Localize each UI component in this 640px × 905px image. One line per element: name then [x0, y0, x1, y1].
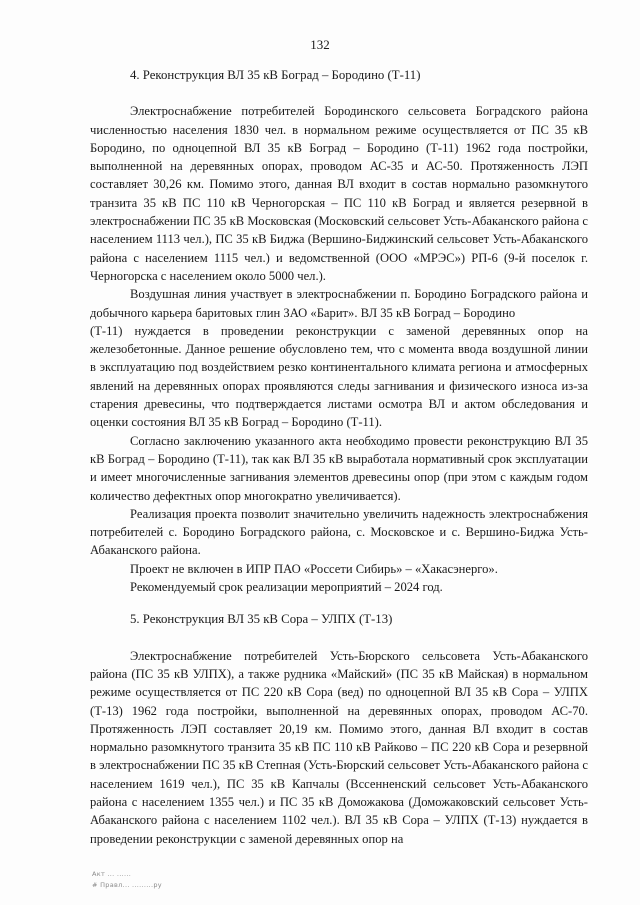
footer-stamp-line-1: Акт ... ......: [92, 870, 132, 878]
page-number: 132: [310, 37, 330, 52]
section-4-paragraph-6: Проект не включен в ИПР ПАО «Россети Сибирь» – «Хакасэнерго».: [130, 561, 498, 576]
footer-stamp-line-2: # Правл... .........ру: [92, 881, 162, 889]
section-4-paragraph-4: Согласно заключению указанного акта необходимо провести реконструкцию ВЛ 35 кВ Боград – Бородино (Т-11), так как ВЛ 35 кВ выработала нормативный срок эксплуатации и имеет многочисленные загнивания элементов древесины опор (при этом с каждым годом количество дефектных опор многократно увеличивается).: [90, 433, 588, 503]
section-4-paragraph-2: Воздушная линия участвует в электроснабжении п. Бородино Боградского района и добычного карьера баритовых глин ЗАО «Барит». ВЛ 35 кВ Боград – Бородино: [90, 287, 588, 320]
section-4-paragraph-1: Электроснабжение потребителей Бородинского сельсовета Боградского района численностью населения 1830 чел. в нормальном режиме осуществляется от ПС 35 кВ Бородино, по одноцепной ВЛ 35 кВ Боград – Бородино (Т-11) 1962 года постройки, выполненной на деревянных опорах, проводом АС-35 и АС-50. Протяженность ЛЭП составляет 30,26 км. Помимо этого, данная ВЛ входит в состав нормально разомкнутого транзита 35 кВ ПС 110 кВ Черногорская – ПС 110 кВ Боград и является резервной в электроснабжении ПС 35 кВ Московская (Московский сельсовет Усть-Абаканского района с населением 1113 чел.), ПС 35 кВ Биджа (Вершино-Биджинский сельсовет Усть-Абаканского района с населением 1115 чел.) и ведомственной (ООО «МРЭС») РП-6 (9-й поселок г. Черногорска с населением около 5000 чел.).: [90, 104, 588, 283]
document-body: [90, 66, 588, 848]
section-4-paragraph-5: Реализация проекта позволит значительно увеличить надежность электроснабжения потребителей с. Бородино Боградского района, с. Московское и с. Вершино-Биджа Усть-Абаканского района.: [90, 506, 588, 558]
section-4-paragraph-3: (Т-11) нуждается в проведении реконструкции с заменой деревянных опор на железобетонные. Данное решение обусловлено тем, что с момента ввода воздушной линии в эксплуатацию под воздействием резко континентального климата региона и атмосферных явлений на деревянных опорах проявляются следы загнивания и физического износа из-за старения древесины, что подтверждается листами осмотра ВЛ и актом обследования и оценки состояния ВЛ 35 кВ Боград – Бородино (Т-11).: [90, 323, 588, 430]
section-4-paragraph-7: Рекомендуемый срок реализации мероприятий – 2024 год.: [130, 580, 443, 595]
section-5-paragraph-1: Электроснабжение потребителей Усть-Бюрского сельсовета Усть-Абаканского района (ПС 35 кВ УЛПХ), а также рудника «Майский» (ПС 35 кВ Майская) в нормальном режиме осуществляется от ПС 220 кВ Сора (вед) по одноцепной ВЛ 35 кВ Сора – УЛПХ (Т-13) 1962 года постройки, выполненной на деревянных опорах, проводом АС-70. Протяженность ЛЭП составляет 20,19 км. Помимо этого, данная ВЛ входит в состав нормально разомкнутого транзита 35 кВ ПС 110 кВ Райково – ПС 220 кВ Сора и резервной в электроснабжении ПС 35 кВ Степная (Усть-Бюрский сельсовет Усть-Абаканского района с населением 1619 чел.), ПС 35 кВ Капчалы (Вссенненский сельсовет Усть-Абаканского района с населением 1355 чел.) и ПС 35 кВ Доможакова (Доможаковский сельсовет Усть-Абаканского района с населением 1102 чел.). ВЛ 35 кВ Сора – УЛПХ (Т-13) нуждается в проведении реконструкции с заменой деревянных опор на: [90, 648, 588, 846]
section-5-heading: 5. Реконструкция ВЛ 35 кВ Сора – УЛПХ (Т-13): [130, 612, 393, 627]
section-4-heading: 4. Реконструкция ВЛ 35 кВ Боград – Бородино (Т-11): [130, 68, 421, 82]
